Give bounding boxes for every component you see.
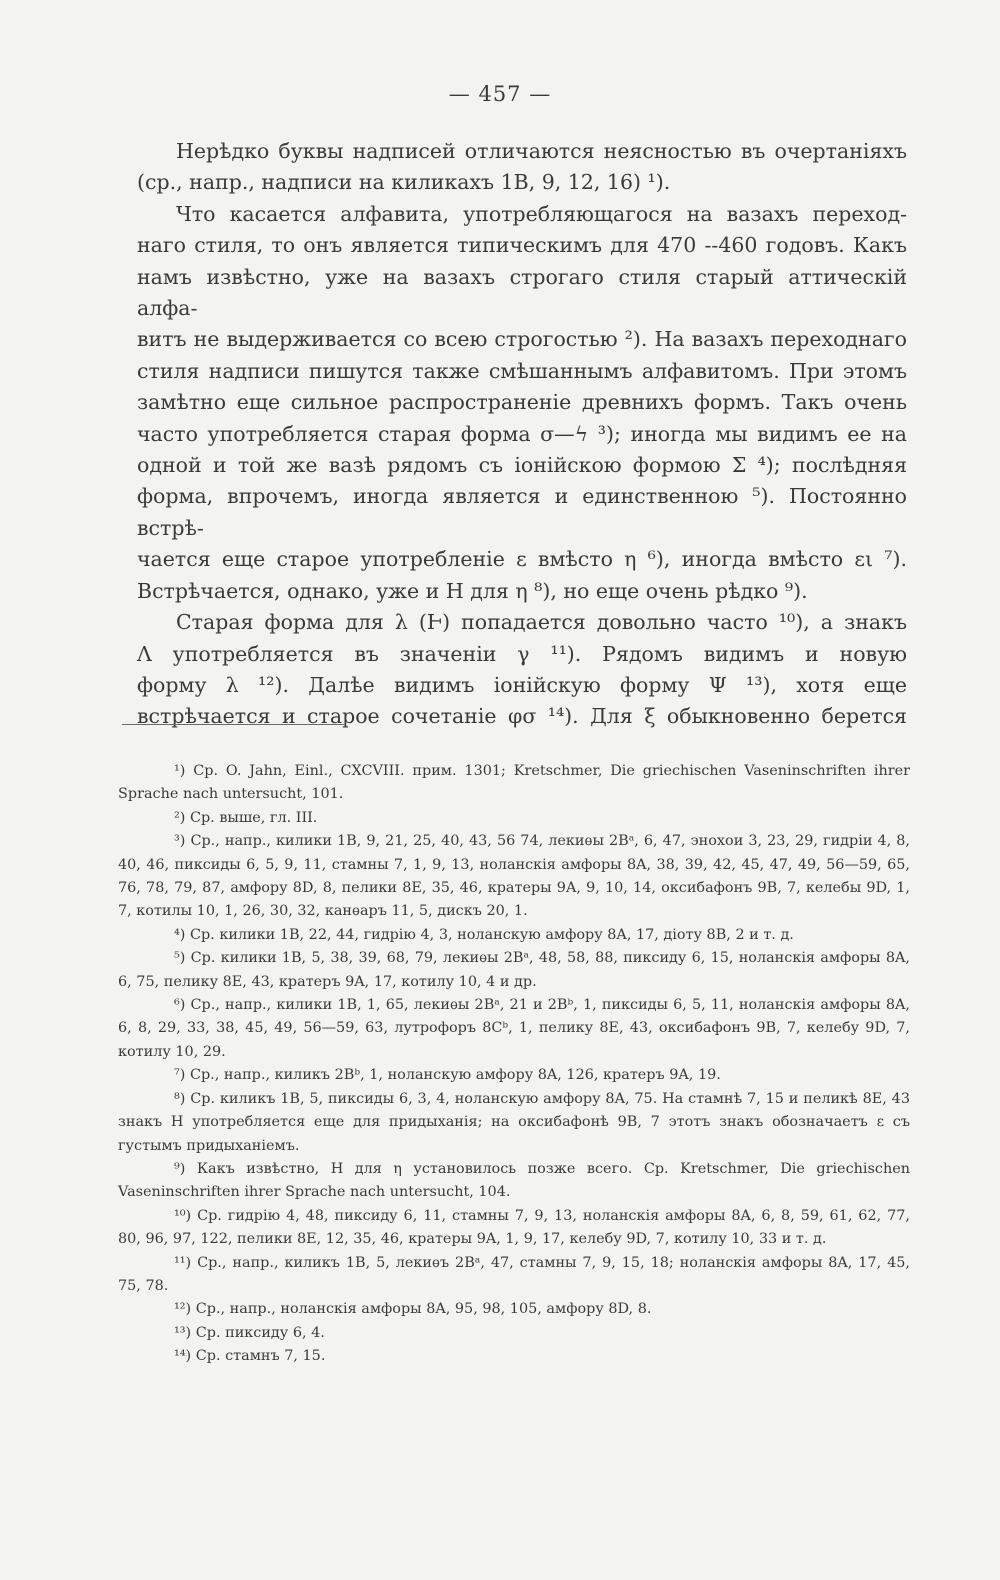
text-line-row <box>137 419 907 450</box>
footnote: ⁸) Ср. киликъ 1B, 5, пиксиды 6, 3, 4, ноланскую амфору 8A, 75. На стамнѣ 7, 15 и пеликѣ 8E, 43 знакъ H употребляется еще для придыханія; на оксибафонѣ 9B, 7 этотъ знакъ обозначаетъ ε съ густымъ придыханіемъ. <box>118 1090 910 1154</box>
paragraph-1 <box>137 136 907 167</box>
text-line: форма, впрочемъ, иногда является и единственною ⁵). Постоянно встрѣ- <box>137 484 907 540</box>
footnote: ¹²) Ср., напр., ноланскія амфоры 8A, 95, 98, 105, амфору 8D, 8. <box>174 1301 652 1318</box>
footnote: ¹³) Ср. пиксиду 6, 4. <box>174 1324 325 1341</box>
page-number: — 457 — <box>448 82 552 106</box>
text-line: одной и той же вазѣ рядомъ съ іонійскою формою Σ ⁴); послѣдняя <box>137 453 907 478</box>
text-line: Нерѣдко буквы надписей отличаются неясностью въ очертаніяхъ <box>176 139 907 163</box>
footnotes <box>118 760 910 1369</box>
text-line: намъ извѣстно, уже на вазахъ строгаго стиля старый аттическій алфа- <box>137 264 907 321</box>
footnote: ⁷) Ср., напр., киликъ 2Bᵇ, 1, ноланскую амфору 8A, 126, кратеръ 9A, 19. <box>174 1067 721 1084</box>
text-line: стиля надписи пишутся также смѣшаннымъ алфавитомъ. При этомъ <box>137 358 907 383</box>
footnote: ³) Ср., напр., килики 1B, 9, 21, 25, 40, 43, 56 74, лекиѳы 2Bᵃ, 6, 47, энохои 3, 23, 29, гидріи 4, 8, 40, 46, пиксиды 6, 5, 9, 11, стамны 7, 1, 9, 13, ноланскія амфоры 8A, 38, 39, 42, 45, 47, 49, 56—59, 65, 76, 78, 79, 87, амфору 8D, 8, пелики 8E, 35, 46, кратеры 9A, 9, 10, 14, оксибафонъ 9B, 7, келебы 9D, 1, 7, котилы 10, 1, 26, 30, 32, канѳаръ 11, 5, дискъ 20, 1. <box>118 833 910 920</box>
text-line: витъ не выдерживается со всею строгостью ²). На вазахъ переходнаго <box>137 327 907 352</box>
paragraph-2 <box>137 199 907 230</box>
paragraph-1-end <box>137 167 907 198</box>
footnote: ⁵) Ср. килики 1B, 5, 38, 39, 68, 79, лекиѳы 2Bᵃ, 48, 58, 88, пиксиду 6, 15, ноланскія амфоры 8A, 6, 75, пелику 8E, 43, кратеръ 9A, 17, котилу 10, 4 и др. <box>118 950 910 990</box>
text-line: замѣтно еще сильное распространеніе древнихъ формъ. Такъ очень <box>137 390 907 415</box>
text-line-row <box>137 230 907 261</box>
text-line: (ср., напр., надписи на киликахъ 1B, 9, 12, 16) ¹). <box>137 170 671 195</box>
text-line-row <box>137 701 907 732</box>
footnote: ⁹) Какъ извѣстно, H для η установилось позже всего. Ср. Kretschmer, Die griechischen Vaseninschriften ihrer Sprache nach untersucht, 104. <box>118 1160 910 1201</box>
text-line: Что касается алфавита, употребляющагося на вазахъ переход- <box>176 201 907 226</box>
text-line-row <box>137 387 907 418</box>
paragraph-3 <box>137 607 907 638</box>
text-line-row <box>137 324 907 355</box>
footnote-separator <box>122 724 344 725</box>
text-line-row <box>137 262 907 325</box>
text-line-row <box>137 450 907 481</box>
text-line: часто употребляется старая форма σ—ϟ ³); иногда мы видимъ ее на <box>137 421 907 446</box>
text-line: наго стиля, то онъ является типическимъ для 470 --460 годовъ. Какъ <box>137 233 907 258</box>
footnote: ⁴) Ср. килики 1B, 22, 44, гидрію 4, 3, ноланскую амфору 8A, 17, діоту 8B, 2 и т. д. <box>174 926 794 943</box>
footnote: ¹⁴) Ср. стамнъ 7, 15. <box>174 1348 326 1365</box>
text-line-row <box>137 576 907 607</box>
text-line-row <box>137 481 907 544</box>
text-line: форму λ ¹²). Далѣе видимъ іонійскую форму Ψ ¹³), хотя еще <box>137 672 907 697</box>
text-line: Λ употребляется въ значеніи γ ¹¹). Рядомъ видимъ и новую <box>137 641 907 666</box>
text-line-row <box>137 670 907 701</box>
footnote: ¹¹) Ср., напр., киликъ 1B, 5, лекиѳъ 2Bᵃ, 47, стамны 7, 9, 15, 18; ноланскія амфоры 8A, 17, 45, 75, 78. <box>118 1254 910 1294</box>
text-line: встрѣчается и старое сочетаніе φσ ¹⁴). Для ξ обыкновенно берется <box>137 704 907 729</box>
text-line: Встрѣчается, однако, уже и H для η ⁸), но еще очень рѣдко ⁹). <box>137 578 808 603</box>
footnote: ¹) Ср. O. Jahn, Einl., CXCVIII. прим. 1301; Kretschmer, Die griechischen Vaseninschriften ihrer Sprache nach untersucht, 101. <box>118 763 910 803</box>
footnote: ¹⁰) Ср. гидрію 4, 48, пиксиду 6, 11, стамны 7, 9, 13, ноланскія амфоры 8A, 6, 8, 59, 61, 62, 77, 80, 96, 97, 122, пелики 8E, 12, 35, 46, кратеры 9A, 1, 9, 17, келебу 9D, 7, котилу 10, 33 и т. д. <box>118 1207 910 1248</box>
text-line: Старая форма для λ (Ⱶ) попадается довольно часто ¹⁰), а знакъ <box>176 610 907 635</box>
text-line-row <box>137 544 907 575</box>
text-line-row <box>137 356 907 387</box>
text-line: чается еще старое употребленіе ε вмѣсто η ⁶), иногда вмѣсто ει ⁷). <box>137 547 907 572</box>
text-line-row <box>137 639 907 670</box>
footnote: ⁶) Ср., напр., килики 1B, 1, 65, лекиѳы 2Bᵃ, 21 и 2Bᵇ, 1, пиксиды 6, 5, 11, ноланскія амфоры 8A, 6, 8, 29, 33, 38, 45, 49, 56—59, 63, лутрофоръ 8Cᵇ, 1, пелику 8E, 43, оксибафонъ 9B, 7, келебу 9D, 7, котилу 10, 29. <box>118 997 910 1060</box>
footnote: ²) Ср. выше, гл. III. <box>174 809 318 826</box>
main-text <box>137 136 907 733</box>
